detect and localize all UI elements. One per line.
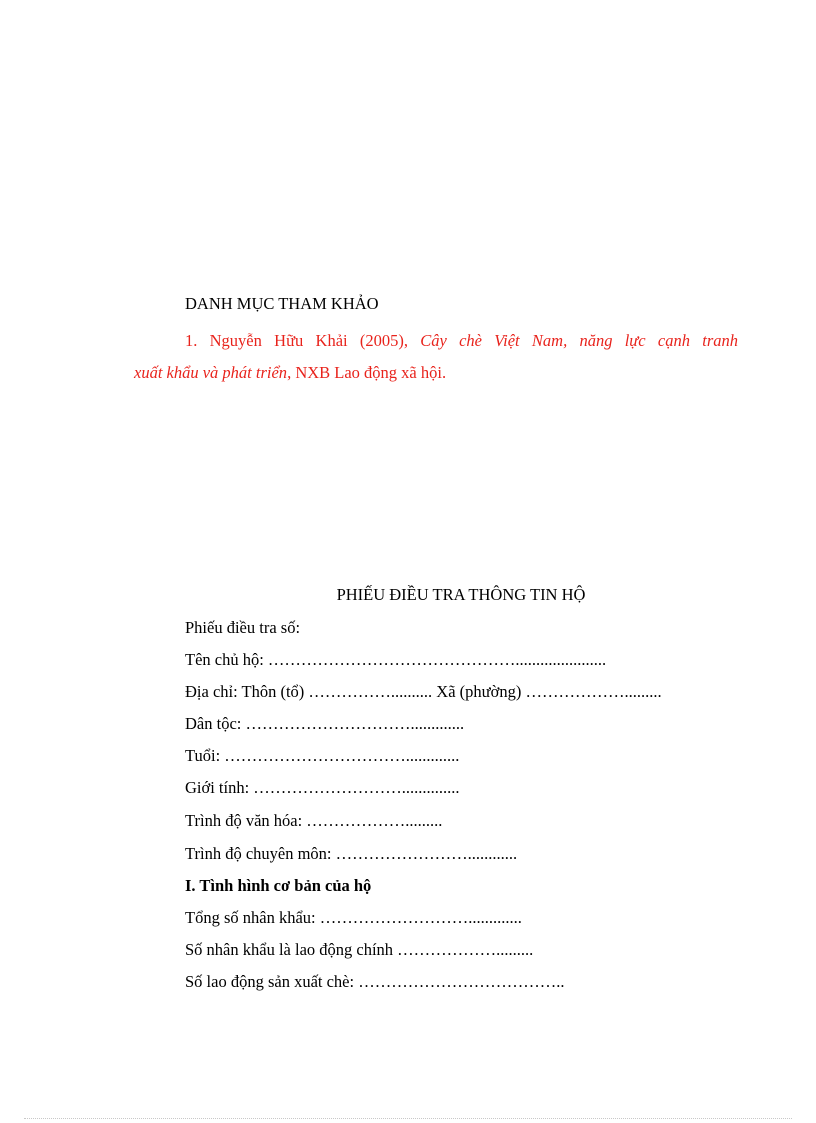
field-household-size: Tổng số nhân khẩu: ………………………............. bbox=[185, 908, 522, 927]
page-footer-divider bbox=[24, 1118, 792, 1119]
section-title-household-basics: I. Tình hình cơ bản của hộ bbox=[185, 876, 372, 895]
field-address: Địa chỉ: Thôn (tổ) …………….......... Xã (phường) ………………......... bbox=[185, 682, 662, 701]
field-main-laborers: Số nhân khẩu là lao động chính ………………......... bbox=[185, 940, 534, 959]
reference-author-year: 1. Nguyễn Hữu Khải (2005), bbox=[185, 331, 421, 350]
reference-title-part2: xuất khẩu và phát triển bbox=[134, 363, 288, 382]
field-gender: Giới tính: ……………………….............. bbox=[185, 778, 460, 797]
field-survey-number: Phiếu điều tra số: bbox=[185, 618, 301, 637]
field-age: Tuổi: ……………………………............. bbox=[185, 746, 460, 765]
references-heading: DANH MỤC THAM KHẢO bbox=[185, 294, 379, 313]
field-tea-laborers: Số lao động sản xuất chè: ……………………………….. bbox=[185, 972, 565, 991]
reference-title-part1: Cây chè Việt Nam, năng lực cạnh tranh bbox=[420, 331, 738, 350]
reference-line-1 bbox=[134, 325, 738, 357]
field-ethnicity: Dân tộc: …………………………............. bbox=[185, 714, 465, 733]
reference-item-1 bbox=[134, 325, 738, 389]
reference-publisher: , NXB Lao động xã hội. bbox=[287, 363, 447, 382]
survey-title: PHIẾU ĐIỀU TRA THÔNG TIN HỘ bbox=[336, 585, 586, 604]
field-education: Trình độ văn hóa: ………………......... bbox=[185, 811, 443, 830]
field-qualification: Trình độ chuyên môn: ……………………............ bbox=[185, 844, 518, 863]
field-household-head: Tên chủ hộ: ………………………………………...................... bbox=[185, 650, 607, 669]
reference-line-2 bbox=[134, 357, 738, 389]
